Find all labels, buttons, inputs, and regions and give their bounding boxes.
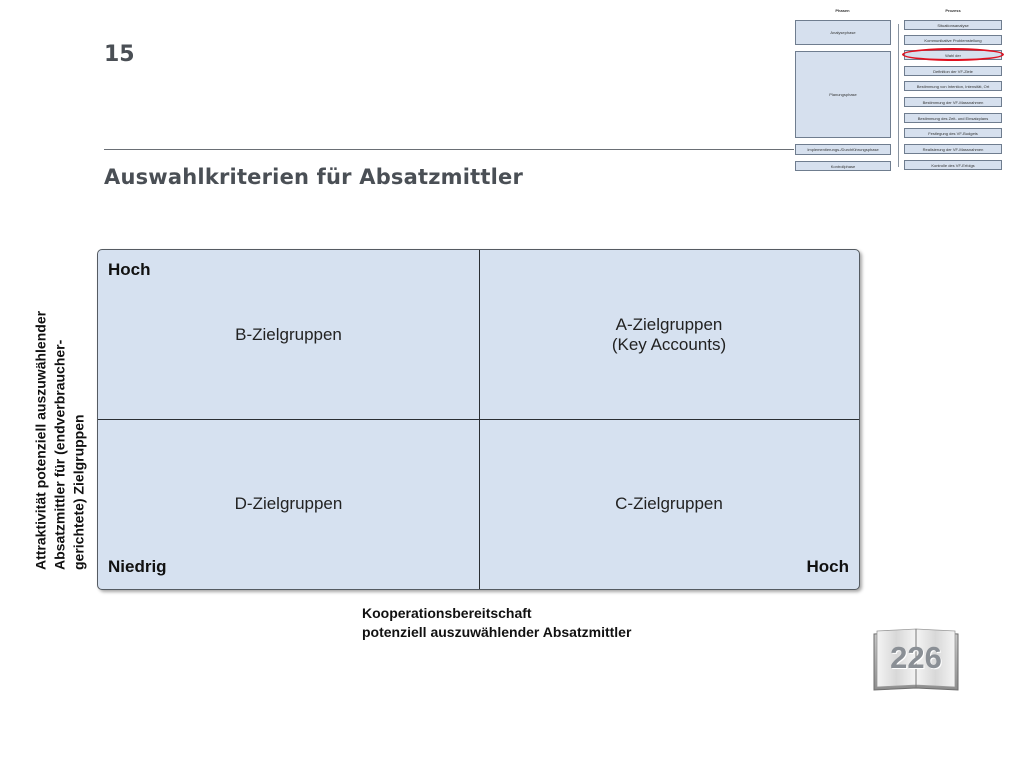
step-intention: Bestimmung von Intention, Intensität, Ort xyxy=(904,81,1002,91)
horizontal-divider xyxy=(98,419,859,420)
phase-analysis: Analysephase xyxy=(795,20,891,45)
cell-a-zielgruppen xyxy=(479,315,859,355)
book-icon xyxy=(872,628,960,692)
chapter-number: 15 xyxy=(104,42,135,67)
y-high-label: Hoch xyxy=(108,260,151,279)
step-measures: Bestimmung der VF-Massnahmen xyxy=(904,97,1002,107)
y-low-label: Niedrig xyxy=(108,557,167,576)
y-axis-line-2: Absatzmittler für (endverbraucher- xyxy=(51,339,68,570)
step-choice: Wahl der xyxy=(904,50,1002,60)
process-heading: Prozess xyxy=(945,8,961,13)
portfolio-matrix xyxy=(97,249,860,590)
x-high-label: Hoch xyxy=(806,557,849,576)
y-axis-line-1: Attraktivität potenziell auszuwählender xyxy=(32,310,49,570)
phase-planning: Planungsphase xyxy=(795,51,891,138)
connector-line xyxy=(898,24,899,167)
step-problem: Kommunikative Problemstellung xyxy=(904,35,1002,45)
y-axis-label xyxy=(32,250,89,570)
book-page-number: 226 xyxy=(890,640,942,675)
phases-heading: Phasen xyxy=(835,8,850,13)
step-control: Kontrolle des VF-Erfolgs xyxy=(904,160,1002,170)
highlight-ellipse xyxy=(902,48,1004,61)
x-axis-line-1: Kooperationsbereitschaft xyxy=(362,605,532,621)
phase-control: Kontrollphase xyxy=(795,161,891,171)
x-axis-line-2: potenziell auszuwählender Absatzmittler xyxy=(362,624,632,640)
cell-a-line-1: A-Zielgruppen xyxy=(615,315,723,334)
step-realisation: Realisierung der VF-Massnahmen xyxy=(904,144,1002,154)
cell-b-zielgruppen: B-Zielgruppen xyxy=(235,325,342,344)
cell-c-zielgruppen: C-Zielgruppen xyxy=(615,494,723,513)
y-axis-line-3: gerichtete) Zielgruppen xyxy=(70,414,87,570)
step-goals: Definition der VF-Ziele xyxy=(904,66,1002,76)
x-axis-label xyxy=(362,604,631,642)
step-situation: Situationsanalyse xyxy=(904,20,1002,30)
header-divider xyxy=(104,149,794,150)
phase-implementation: Implementierungs-/Durchführungsphase xyxy=(795,144,891,155)
cell-a-line-2: (Key Accounts) xyxy=(611,335,727,354)
step-budget: Festlegung des VF-Budgets xyxy=(904,128,1002,138)
cell-d-zielgruppen: D-Zielgruppen xyxy=(234,494,343,513)
page-title: Auswahlkriterien für Absatzmittler xyxy=(104,165,524,189)
process-overview xyxy=(794,8,1004,173)
step-schedule: Bestimmung des Zeit- und Einsatzplans xyxy=(904,113,1002,123)
